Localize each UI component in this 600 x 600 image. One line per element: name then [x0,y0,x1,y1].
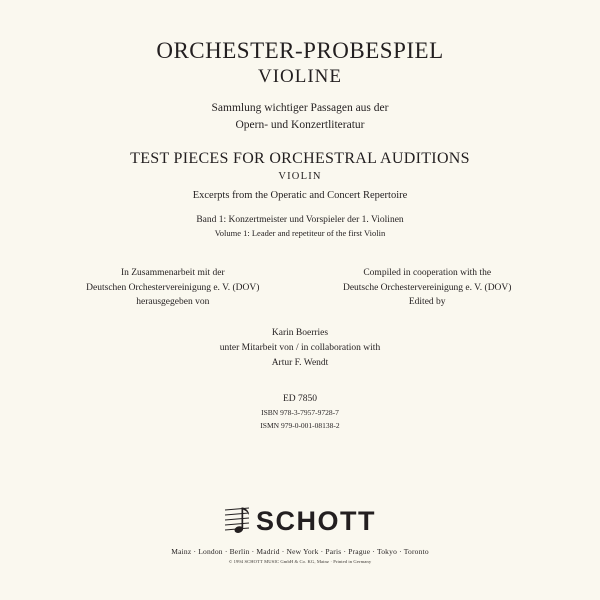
edition-block [60,392,540,432]
subtitle-german-line-2: Opern- und Konzertliteratur [235,118,365,131]
cooperation-english-line-3: Edited by [408,297,446,308]
cooperation-english [314,266,540,310]
cooperation-german-line-1: In Zusammenarbeit mit der [120,267,225,278]
copyright-notice: © 1994 SCHOTT MUSIC GmbH & Co. KG, Mainz · Printed in Germany [228,559,372,564]
instrument-title-en: VIOLIN [278,170,322,182]
cooperation-german-line-2: Deutschen Orchestervereinigung e. V. (DOV) [86,282,260,293]
cooperation-german [60,266,286,310]
publisher-name: SCHOTT [256,505,376,536]
publisher-logo [0,504,600,538]
subtitle-german-line-1: Sammlung wichtiger Passagen aus der [211,102,389,115]
editor-name: Karin Boerries [271,328,329,339]
publisher-block [0,504,600,564]
cooperation-english-line-1: Compiled in cooperation with the [363,267,492,278]
collaborator-name: Artur F. Wendt [271,358,329,369]
editor-block [60,326,540,372]
collaborator-label: unter Mitarbeit von / in collaboration with [219,343,381,354]
isbn-number: ISBN 978-3-7957-9728-7 [261,407,339,417]
edition-number: ED 7850 [282,393,318,404]
cooperation-german-line-3: herausgegeben von [136,297,210,308]
instrument-title-de: VIOLINE [257,66,343,88]
cooperation-block [60,266,540,310]
cooperation-english-line-2: Deutsche Orchestervereinigung e. V. (DOV) [342,282,512,293]
volume-german: Band 1: Konzertmeister und Vorspieler der 1. Violinen [196,214,404,225]
publisher-cities: Mainz · London · Berlin · Madrid · New York · Paris · Prague · Tokyo · Toronto [171,547,429,556]
volume-english: Volume 1: Leader and repetiteur of the first Violin [214,228,386,239]
subtitle-english: Excerpts from the Operatic and Concert Repertoire [192,189,408,201]
title-english: TEST PIECES FOR ORCHESTRAL AUDITIONS [130,149,470,167]
ismn-number: ISMN 979-0-001-08138-2 [260,420,340,430]
subtitle-german [60,100,540,133]
music-note-logo-icon [224,504,250,538]
page-title: ORCHESTER-PROBESPIEL [156,38,444,63]
